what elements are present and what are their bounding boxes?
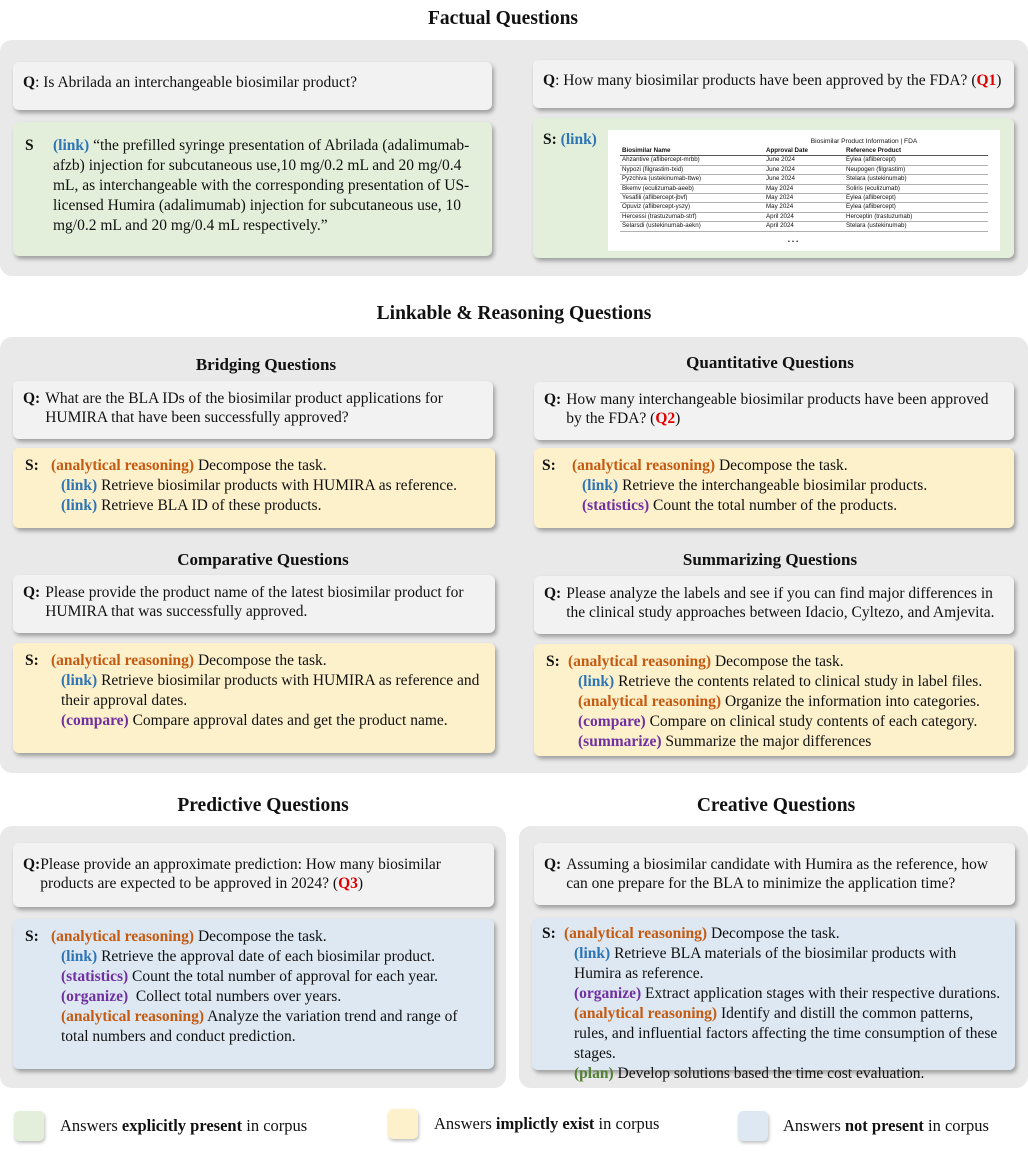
solution-step (564, 944, 1005, 984)
legend-swatch-blue (738, 1111, 768, 1141)
comparative-steps (51, 651, 483, 731)
solution-step (51, 496, 483, 516)
factual-right-question-box (533, 60, 1014, 108)
step-text: Identify and distill the common patterns, rules, and influential factors affecting the time consumption of these stages. (574, 1005, 1002, 1062)
fda-table-snapshot (608, 130, 1000, 251)
question-ref-q2: Q2 (655, 410, 676, 427)
question-text: What are the BLA IDs of the biosimilar product applications for HUMIRA that have been successfully approved? (45, 390, 443, 426)
fda-table-cell: May 2024 (764, 203, 844, 212)
step-text: Decompose the task. (194, 457, 327, 474)
fda-table-cell: Stelara (ustekinumab) (844, 222, 988, 231)
q-label: Q: (23, 856, 41, 873)
step-tag: (compare) (578, 713, 646, 730)
legend-text (434, 1114, 659, 1134)
step-text: Collect total numbers over years. (128, 988, 342, 1005)
fda-table-row (620, 184, 988, 193)
solution-step (568, 712, 1002, 732)
step-text: Retrieve BLA ID of these products. (97, 497, 322, 514)
comparative-question (23, 583, 485, 621)
s-label: S (25, 137, 34, 154)
quantitative-steps (572, 456, 1006, 516)
step-text: Retrieve the approval date of each biosimilar product. (97, 948, 436, 965)
s-label: S: (542, 457, 556, 474)
fda-table-cell: Hercessi (trastuzumab-strf) (620, 212, 764, 221)
summarizing-solution (546, 652, 1002, 752)
factual-section-title: Factual Questions (427, 8, 579, 29)
legend-swatch-green (14, 1111, 44, 1141)
legend-pre: Answers (783, 1116, 845, 1135)
fda-table-cell: Bkemv (eculizumab-aeeb) (620, 184, 764, 193)
step-text: Decompose the task. (194, 652, 327, 669)
step-tag: (analytical reasoning) (572, 457, 716, 474)
question-close: ) (996, 72, 1002, 89)
quantitative-title: Quantitative Questions (686, 353, 854, 372)
fda-table-cell: April 2024 (764, 212, 844, 221)
fda-table-row (620, 203, 988, 212)
step-text: Count the total number of approval for each year. (128, 968, 439, 985)
step-tag: (analytical reasoning) (51, 457, 195, 474)
step-tag: (analytical reasoning) (568, 653, 712, 670)
fda-table-ellipsis: … (786, 229, 800, 245)
linkable-section-title: Linkable & Reasoning Questions (376, 303, 652, 324)
step-tag: (summarize) (578, 733, 662, 750)
step-tag: (link) (578, 673, 615, 690)
quantitative-solution-box (534, 448, 1014, 528)
step-text: Compare approval dates and get the product name. (128, 712, 448, 729)
legend-bold: not present (844, 1116, 924, 1135)
summarizing-question (544, 584, 1004, 622)
solution-step (51, 476, 483, 496)
s-label: S: (542, 925, 556, 942)
solution-step (564, 1004, 1005, 1064)
step-tag: (link) (574, 945, 611, 962)
bridging-question (23, 389, 483, 427)
legend-text (783, 1116, 989, 1136)
summarizing-title: Summarizing Questions (682, 550, 858, 569)
solution-step (568, 692, 1002, 712)
step-tag: (organize) (574, 985, 642, 1002)
legend-bold: implictly exist (495, 1114, 595, 1133)
step-tag: (link) (61, 497, 98, 514)
step-tag: (analytical reasoning) (578, 693, 722, 710)
fda-table-cell: Nypozi (filgrastim-txid) (620, 165, 764, 174)
solution-step (51, 1007, 482, 1047)
step-text: Develop solutions based the time cost evaluation. (613, 1065, 925, 1082)
factual-left-solution (25, 136, 480, 236)
summarizing-steps (568, 652, 1002, 752)
factual-left-question-box (13, 62, 492, 110)
step-tag: (analytical reasoning) (51, 928, 195, 945)
solution-step (568, 652, 1002, 672)
fda-table-wrap (608, 147, 1000, 232)
solution-step (51, 927, 482, 947)
step-tag: (link) (61, 477, 98, 494)
question-text: : How many biosimilar products have been approved by the FDA? ( (555, 72, 977, 89)
predictive-title: Predictive Questions (177, 795, 349, 816)
legend-post: in corpus (242, 1116, 308, 1135)
question-text-wrap (566, 390, 1004, 428)
s-label: S: (25, 928, 39, 945)
comparative-solution-box (13, 643, 495, 753)
step-text: Decompose the task. (194, 928, 327, 945)
fda-table-cell: Neupogen (filgrastim) (844, 165, 988, 174)
solution-step (51, 671, 483, 711)
solution-step (572, 476, 1006, 496)
step-tag: (statistics) (582, 497, 650, 514)
predictive-solution-box (13, 919, 494, 1069)
predictive-question-box (13, 843, 494, 907)
step-text: Organize the information into categories. (721, 693, 980, 710)
predictive-solution (25, 927, 482, 1047)
bridging-steps (51, 456, 483, 516)
creative-solution-box (532, 918, 1015, 1082)
solution-step (564, 924, 1005, 944)
step-tag: (compare) (61, 712, 129, 729)
q-label: Q: (23, 390, 41, 407)
legend-post: in corpus (923, 1116, 989, 1135)
step-text: Extract application stages with their respective durations. (641, 985, 1001, 1002)
solution-step (572, 456, 1006, 476)
bridging-question-box (13, 381, 493, 439)
comparative-solution (25, 651, 483, 731)
solution-step (51, 711, 483, 731)
s-label: S: (25, 652, 39, 669)
question-text: : Is Abrilada an interchangeable biosimilar product? (35, 74, 358, 91)
q-label: Q: (544, 391, 562, 408)
solution-step (51, 651, 483, 671)
fda-table-cell: Opuviz (aflibercept-yszy) (620, 203, 764, 212)
step-tag: (plan) (574, 1065, 614, 1082)
q-label: Q (543, 72, 556, 89)
step-tag: (analytical reasoning) (564, 925, 708, 942)
fda-col-header: Reference Product (844, 147, 988, 156)
legend-item-implicit (388, 1108, 659, 1140)
step-text: Retrieve biosimilar products with HUMIRA as reference. (97, 477, 458, 494)
creative-steps (564, 924, 1005, 1084)
fda-table-row (620, 175, 988, 184)
quantitative-question-box (534, 382, 1014, 440)
s-label: S: (543, 131, 557, 148)
step-text: Decompose the task. (711, 653, 844, 670)
summarizing-question-box (534, 576, 1014, 634)
step-text: Decompose the task. (707, 925, 840, 942)
step-tag: (statistics) (61, 968, 129, 985)
fda-table-cell: Eylea (aflibercept) (844, 203, 988, 212)
legend-text (60, 1116, 307, 1136)
factual-right-question (543, 68, 1004, 90)
legend-bold: explicitly present (121, 1116, 243, 1135)
fda-table-row (620, 165, 988, 174)
fda-table-header-row (620, 147, 988, 156)
solution-text-wrap (53, 136, 480, 236)
solution-step (564, 1064, 1005, 1084)
creative-question-box (534, 843, 1015, 905)
step-tag: (link) (61, 672, 98, 689)
q-label: Q: (544, 856, 562, 873)
solution-step (51, 456, 483, 476)
step-tag: (analytical reasoning) (574, 1005, 718, 1022)
fda-table-cell: Soliris (eculizumab) (844, 184, 988, 193)
factual-left-solution-box (13, 122, 492, 256)
fda-table-row (620, 222, 988, 231)
step-tag: (analytical reasoning) (51, 652, 195, 669)
step-tag: (link) (61, 948, 98, 965)
solution-step (568, 672, 1002, 692)
solution-step (51, 967, 482, 987)
solution-step (572, 496, 1006, 516)
step-text: Retrieve BLA materials of the biosimilar products with Humira as reference. (574, 945, 961, 982)
question-text: How many interchangeable biosimilar products have been approved by the FDA? ( (566, 391, 989, 427)
fda-col-header: Approval Date (764, 147, 844, 156)
step-text: Retrieve the interchangeable biosimilar products. (618, 477, 928, 494)
fda-table-cell: Herceptin (trastuzumab) (844, 212, 988, 221)
solution-step (568, 732, 1002, 752)
q-label: Q: (23, 584, 41, 601)
predictive-steps (51, 927, 482, 1047)
fda-table-cell: June 2024 (764, 175, 844, 184)
q-label: Q (23, 74, 36, 91)
fda-col-header: Biosimilar Name (620, 147, 764, 156)
factual-left-question (23, 70, 482, 92)
q-label: Q: (544, 585, 562, 602)
creative-title: Creative Questions (696, 795, 856, 816)
question-text-wrap (40, 855, 484, 893)
fda-table-cell: May 2024 (764, 194, 844, 203)
step-text: Retrieve biosimilar products with HUMIRA as reference and their approval dates. (61, 672, 484, 709)
question-text: Please provide the product name of the latest biosimilar product for HUMIRA that was successfully approved. (45, 584, 464, 620)
fda-table-row (620, 156, 988, 165)
quantitative-question (544, 390, 1004, 428)
bridging-solution (25, 456, 483, 516)
fda-table-cell: June 2024 (764, 156, 844, 165)
fda-table-cell: Pyzchiva (ustekinumab-ttwe) (620, 175, 764, 184)
solution-step (564, 984, 1005, 1004)
fda-table-cell: June 2024 (764, 165, 844, 174)
fda-table-cell: Stelara (ustekinumab) (844, 175, 988, 184)
solution-step (51, 947, 482, 967)
solution-step (51, 987, 482, 1007)
fda-table (620, 147, 988, 232)
step-tag: (analytical reasoning) (61, 1008, 205, 1025)
fda-table-cell: Selarsdi (ustekinumab-aekn) (620, 222, 764, 231)
fda-table-row (620, 194, 988, 203)
step-tag: (link) (582, 477, 619, 494)
question-text: Please analyze the labels and see if you can find major differences in the clinical study approaches between Idacio, Cyltezo, and Amjevita. (566, 585, 995, 621)
fda-table-cell: Ahzantive (aflibercept-mrbb) (620, 156, 764, 165)
comparative-question-box (13, 575, 495, 633)
step-text: Retrieve the contents related to clinical study in label files. (614, 673, 983, 690)
step-text: Compare on clinical study contents of each category. (645, 713, 978, 730)
creative-question (544, 851, 1005, 893)
creative-solution (542, 924, 1005, 1084)
fda-table-row (620, 212, 988, 221)
summarizing-solution-box (534, 644, 1014, 756)
question-text: Please provide an approximate prediction: How many biosimilar products are expected to be approved in 2024? ( (40, 856, 441, 892)
fda-table-cell: Yesafili (aflibercept-jbvf) (620, 194, 764, 203)
fda-table-cell: Eylea (aflibercept) (844, 194, 988, 203)
fda-table-caption: Biosimilar Product Information | FDA (810, 138, 918, 145)
legend-item-explicit (14, 1110, 307, 1142)
solution-quote: “the prefilled syringe presentation of Abrilada (adalimumab-afzb) injection for subcutaneous use,10 mg/0.2 mL and 20 mg/0.4 mL, as interchangeable with the corresponding presentation of US-licensed Humira (adalimumab) injection for subcutaneous use, 10 mg/0.2 mL and 20 mg/0.4 mL respectively.” (53, 137, 470, 234)
fda-table-cell: April 2024 (764, 222, 844, 231)
legend-swatch-yellow (388, 1109, 418, 1139)
quantitative-solution (542, 456, 1006, 516)
question-text: Assuming a biosimilar candidate with Humira as the reference, how can one prepare for the BLA to minimize the application time? (566, 856, 989, 892)
link-tag: (link) (53, 137, 90, 154)
legend-item-not-present (738, 1110, 989, 1142)
s-label: S: (546, 653, 560, 670)
s-label: S: (25, 457, 39, 474)
legend-pre: Answers (434, 1114, 496, 1133)
fda-table-cell: May 2024 (764, 184, 844, 193)
question-ref-q3: Q3 (338, 875, 358, 892)
legend-post: in corpus (594, 1114, 660, 1133)
fda-table-cell: Eylea (aflibercept) (844, 156, 988, 165)
predictive-question (23, 851, 484, 893)
question-close: ) (357, 875, 364, 892)
link-tag: (link) (560, 131, 597, 148)
comparative-title: Comparative Questions (177, 550, 349, 569)
step-text: Count the total number of the products. (649, 497, 898, 514)
legend-pre: Answers (60, 1116, 122, 1135)
bridging-solution-box (13, 448, 495, 528)
question-ref-q1: Q1 (976, 72, 997, 89)
bridging-title: Bridging Questions (195, 355, 337, 374)
step-tag: (organize) (61, 988, 129, 1005)
step-text: Analyze the variation trend and range of total numbers and conduct prediction. (61, 1008, 462, 1045)
question-close: ) (675, 410, 681, 427)
fda-table-body (620, 156, 988, 231)
step-text: Summarize the major differences (661, 733, 872, 750)
step-text: Decompose the task. (715, 457, 848, 474)
